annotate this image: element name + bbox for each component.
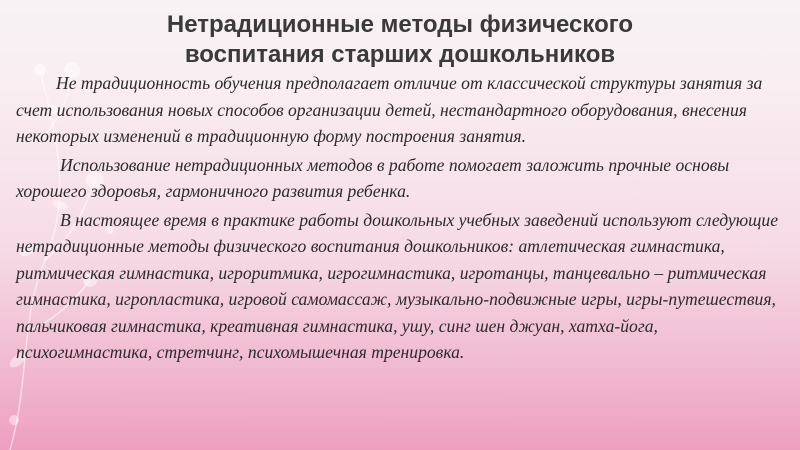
paragraph-1: Не традиционность обучения предполагает отличие от классической структуры занятия за счет использования новых способов организации детей, нестандартного оборудования, внесения некоторых изменений в традиционную форму построения занятия. bbox=[16, 73, 763, 146]
title-line-2: воспитания старших дошкольников bbox=[184, 41, 616, 68]
paragraph-2: Использование нетрадиционных методов в работе помогает заложить прочные основы хорошего здоровья, гармоничного развития ребенка. bbox=[16, 154, 730, 201]
body-text bbox=[16, 70, 788, 366]
paragraph-3: В настоящее время в практике работы дошкольных учебных заведений используют следующие нетрадиционные методы физического воспитания дошкольников: атлетическая гимнастика, ритмическая гимнастика, игроритмика, игрогимнастика, игротанцы, танцевально – ритмическая гимнастика, игропластика, игровой самомассаж, музыкально-подвижные игры, игры-путешествия, пальчиковая гимнастика, креативная гимнастика, ушу, синг шен джуан, хатха-йога, психогимнастика, стретчинг, психомышечная тренировка. bbox=[16, 209, 779, 362]
page-title bbox=[80, 10, 720, 70]
title-line-1: Нетрадиционные методы физического bbox=[166, 11, 634, 38]
